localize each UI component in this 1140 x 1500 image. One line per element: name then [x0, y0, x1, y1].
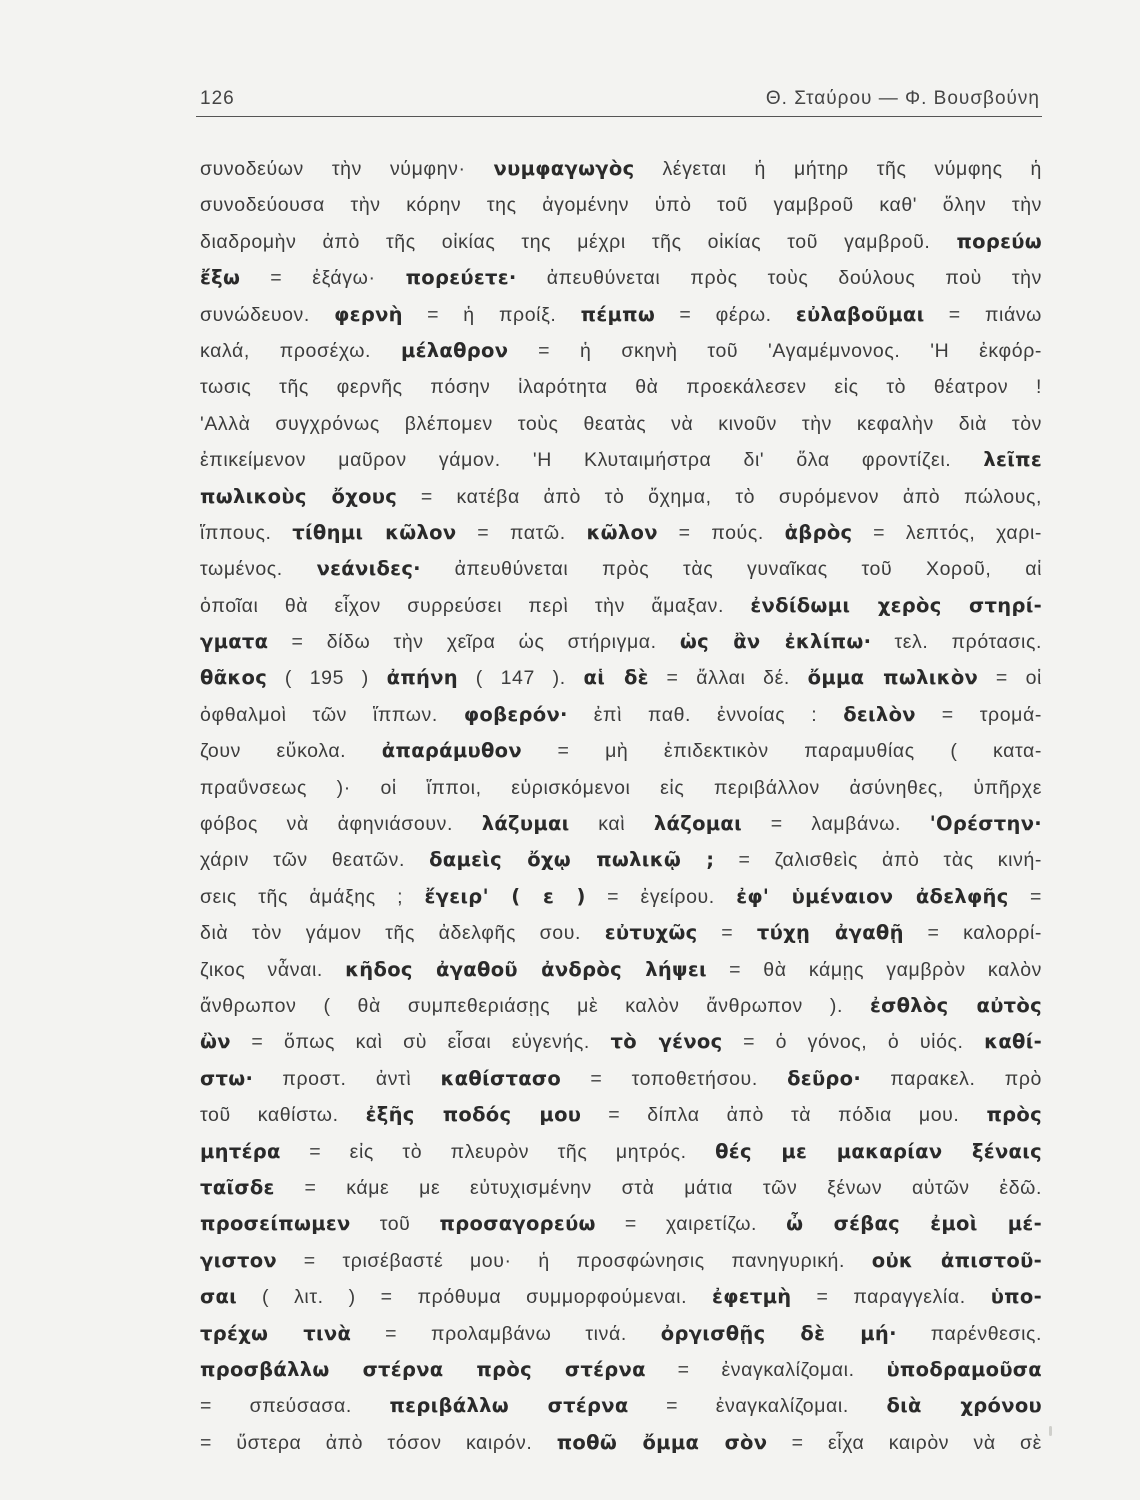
lemma-term: δαμεὶς ὄχῳ πωλικῷ ; [429, 848, 715, 872]
text-line: ὢν = ὅπως καὶ σὺ εἶσαι εὐγενής. τὸ γένος = ὁ γόνος, ὁ υἱός. καθί- [200, 1030, 1043, 1054]
text-line: τρέχω τινὰ = προλαμβάνω τινά. ὀργισθῇς δὲ μή· παρένθεσις. [200, 1321, 1043, 1345]
lemma-term: ταῖσδε [200, 1175, 275, 1199]
lemma-term: προσαγορεύω [439, 1212, 596, 1236]
lemma-term: στω· [200, 1066, 254, 1090]
lemma-term: ὑποδραμοῦσα [886, 1357, 1042, 1381]
commentary-text [200, 151, 1042, 1461]
text-line: διαδρομὴν ἀπὸ τῆς οἰκίας της μέχρι τῆς οἰκίας τοῦ γαμβροῦ. πορεύω [200, 229, 1042, 253]
text-line: συνοδεύουσα τὴν κόρην της ἀγομένην ὑπὸ τοῦ γαμβροῦ καθ' ὅλην τὴν [200, 194, 1042, 217]
text-line: ζουν εὔκολα. ἀπαράμυθον = μὴ ἐπιδεκτικὸν παραμυθίας ( κατα- [200, 739, 1042, 763]
text-line: ὁποῖαι θὰ εἶχον συρρεύσει περὶ τὴν ἅμαξαν. ἐνδίδωμι χερὸς στηρί- [200, 593, 1043, 617]
text-line: θᾶκος ( 195 ) ἀπήνη ( 147 ). αἱ δὲ = ἄλλαι δέ. ὄμμα πωλικὸν = οἱ [200, 666, 1042, 690]
text-line: πωλικοὺς ὄχους = κατέβα ἀπὸ τὸ ὄχημα, τὸ συρόμενον ἀπὸ πώλους, [200, 484, 1042, 508]
lemma-term: οὐκ ἀπιστοῦ- [871, 1248, 1042, 1272]
text-line: τωσις τῆς φερνῆς πόσην ἱλαρότητα θὰ προεκάλεσεν εἰς τὸ θέατρον ! [200, 376, 1042, 399]
lemma-term: ἐνδίδωμι χερὸς στηρί- [750, 593, 1043, 617]
lemma-term: περιβάλλω στέρνα [389, 1394, 629, 1418]
lemma-term: μέλαθρον [400, 338, 509, 362]
lemma-term: εὐλαβοῦμαι [795, 302, 925, 326]
lemma-term: σαι [200, 1285, 238, 1309]
lemma-term: ἔξω [200, 266, 241, 290]
lemma-term: ὑπο- [990, 1285, 1042, 1309]
running-header [196, 84, 1042, 117]
text-line: προσείπωμεν τοῦ προσαγορεύω = χαιρετίζω. ὦ σέβας ἐμοὶ μέ- [200, 1212, 1042, 1236]
lemma-term: γιστον [200, 1248, 277, 1272]
lemma-term: φερνὴ [334, 302, 403, 326]
lemma-term: νυμφαγωγὸς [493, 157, 635, 180]
lemma-term: λάζυμαι [481, 812, 570, 836]
lemma-term: πωλικοὺς ὄχους [200, 484, 398, 508]
lemma-term: κῶλον [586, 520, 658, 544]
lemma-term: πέμπω [580, 302, 656, 326]
text-line: = ὕστερα ἀπὸ τόσον καιρόν. ποθῶ ὄμμα σὸν = εἶχα καιρὸν νὰ σὲ [200, 1430, 1042, 1454]
text-line: προσβάλλω στέρνα πρὸς στέρνα = ἐναγκαλίζομαι. ὑποδραμοῦσα [200, 1357, 1042, 1381]
text-line: μητέρα = εἰς τὸ πλευρὸν τῆς μητρός. θές με μακαρίαν ξέναις [200, 1139, 1042, 1163]
text-line: καλά, προσέχω. μέλαθρον = ἡ σκηνὴ τοῦ 'Αγαμέμνονος. 'Η ἐκφόρ- [200, 338, 1042, 362]
paper-speck [1049, 1426, 1052, 1436]
text-line: διὰ τὸν γάμον τῆς ἀδελφῆς σου. εὐτυχῶς = τύχῃ ἀγαθῇ = καλορρί- [200, 921, 1043, 945]
lemma-term: κῆδος ἀγαθοῦ ἀνδρὸς λήψει [345, 957, 707, 981]
lemma-term: λεῖπε [983, 448, 1042, 472]
lemma-term: τύχῃ ἀγαθῇ [756, 921, 904, 945]
text-line: τοῦ καθίστω. ἐξῆς ποδός μου = δίπλα ἀπὸ τὰ πόδια μου. πρὸς [200, 1103, 1042, 1127]
lemma-term: ὢν [200, 1030, 231, 1054]
lemma-term: διὰ χρόνου [886, 1394, 1042, 1418]
text-line: ὀφθαλμοὶ τῶν ἵππων. φοβερόν· ἐπὶ παθ. ἐννοίας : δειλὸν = τρομά- [200, 702, 1042, 726]
lemma-term: ἐφ' ὑμέναιον ἀδελφῆς [736, 884, 1009, 908]
text-line: συνώδευον. φερνὴ = ἡ προίξ. πέμπω = φέρω. εὐλαβοῦμαι = πιάνω [200, 302, 1042, 326]
lemma-term: ἐσθλὸς αὐτὸς [869, 993, 1042, 1017]
lemma-term: δεῦρο· [787, 1066, 862, 1090]
lemma-term: ἔγειρ' ( ε ) [424, 884, 586, 908]
text-line: σαι ( λιτ. ) = πρόθυμα συμμορφούμεναι. ἐφετμὴ = παραγγελία. ὑπο- [200, 1285, 1042, 1309]
lemma-term: πρὸς [986, 1103, 1042, 1127]
text-line: ἐπικείμενον μαῦρον γάμον. 'Η Κλυταιμήστρα δι' ὅλα φροντίζει. λεῖπε [200, 448, 1042, 472]
text-line: σεις τῆς ἁμάξης ; ἔγειρ' ( ε ) = ἐγείρου. ἐφ' ὑμέναιον ἀδελφῆς = [200, 884, 1042, 908]
running-header-authors: Θ. Σταύρου — Φ. Βουσβούνη [765, 88, 1040, 109]
lemma-term: τὸ γένος [610, 1030, 723, 1054]
lemma-term: γματα [200, 630, 269, 654]
lemma-term: μητέρα [200, 1139, 281, 1163]
text-line: = σπεύσασα. περιβάλλω στέρνα = ἐναγκαλίζομαι. διὰ χρόνου [200, 1394, 1042, 1418]
text-line: γιστον = τρισέβαστέ μου· ἡ προσφώνησις πανηγυρική. οὐκ ἀπιστοῦ- [200, 1248, 1042, 1272]
lemma-term: λάζομαι [653, 812, 743, 836]
text-line: γματα = δίδω τὴν χεῖρα ὡς στήριγμα. ὡς ἂν ἐκλίπω· τελ. πρότασις. [200, 630, 1042, 654]
text-line: χάριν τῶν θεατῶν. δαμεὶς ὄχῳ πωλικῷ ; = ζαλισθεὶς ἀπὸ τὰς κινή- [200, 848, 1042, 872]
text-line: συνοδεύων τὴν νύμφην· νυμφαγωγὸς λέγεται ἡ μήτηρ τῆς νύμφης ἡ [200, 157, 1042, 180]
lemma-term: ἐξῆς ποδός μου [365, 1103, 582, 1127]
lemma-term: καθί- [984, 1030, 1043, 1054]
lemma-term: ὦ σέβας ἐμοὶ μέ- [786, 1212, 1042, 1236]
text-line: 'Αλλὰ συγχρόνως βλέπομεν τοὺς θεατὰς νὰ κινοῦν τὴν κεφαλὴν διὰ τὸν [200, 412, 1042, 435]
lemma-term: ὀργισθῇς δὲ μή· [660, 1321, 897, 1345]
lemma-term: θές με μακαρίαν ξέναις [715, 1139, 1042, 1163]
lemma-term: νεάνιδες· [316, 557, 421, 581]
lemma-term: αἱ δὲ [583, 666, 649, 690]
page-number: 126 [200, 88, 235, 109]
lemma-term: ἐφετμὴ [712, 1285, 792, 1309]
text-line: ἔξω = ἐξάγω· πορεύετε· ἀπευθύνεται πρὸς τοὺς δούλους ποὺ τὴν [200, 266, 1042, 290]
lemma-term: πορεύω [956, 229, 1042, 253]
text-line: στω· προστ. ἀντὶ καθίστασο = τοποθετήσου. δεῦρο· παρακελ. πρὸ [200, 1066, 1042, 1090]
text-line: ζικος νἆναι. κῆδος ἀγαθοῦ ἀνδρὸς λήψει = θὰ κάμῃς γαμβρὸν καλὸν [200, 957, 1043, 981]
lemma-term: ποθῶ ὄμμα σὸν [556, 1430, 768, 1454]
text-line: φόβος νὰ ἀφηνιάσουν. λάζυμαι καὶ λάζομαι = λαμβάνω. 'Ορέστην· [200, 812, 1043, 836]
lemma-term: καθίστασο [440, 1066, 562, 1090]
lemma-term: ἀπαράμυθον [381, 739, 522, 763]
lemma-term: τίθημι κῶλον [292, 520, 457, 544]
lemma-term: φοβερόν· [463, 702, 568, 726]
lemma-term: εὐτυχῶς [604, 921, 698, 945]
lemma-term: πορεύετε· [405, 266, 517, 290]
text-line: ταῖσδε = κάμε με εὐτυχισμένην στὰ μάτια τῶν ξένων αὐτῶν ἐδῶ. [200, 1175, 1042, 1199]
lemma-term: ὡς ἂν ἐκλίπω· [679, 630, 872, 654]
lemma-term: προσείπωμεν [200, 1212, 351, 1236]
lemma-term: δειλὸν [843, 702, 916, 726]
lemma-term: ἁβρὸς [784, 520, 853, 544]
lemma-term: ἀπήνη [386, 666, 458, 690]
lemma-term: τρέχω τινὰ [200, 1321, 352, 1345]
lemma-term: ὄμμα πωλικὸν [807, 666, 979, 690]
text-line: ἵππους. τίθημι κῶλον = πατῶ. κῶλον = πούς. ἁβρὸς = λεπτός, χαρι- [200, 520, 1043, 544]
text-line: πραΰνσεως )· οἱ ἵπποι, εὑρισκόμενοι εἰς περιβάλλον ἀσύνηθες, ὑπῆρχε [200, 776, 1042, 799]
lemma-term: 'Ορέστην· [929, 812, 1043, 836]
text-line: τωμένος. νεάνιδες· ἀπευθύνεται πρὸς τὰς γυναῖκας τοῦ Χοροῦ, αἱ [200, 557, 1043, 581]
text-line: ἄνθρωπον ( θὰ συμπεθεριάσῃς μὲ καλὸν ἄνθρωπον ). ἐσθλὸς αὐτὸς [200, 993, 1042, 1017]
lemma-term: προσβάλλω στέρνα πρὸς στέρνα [200, 1357, 646, 1381]
lemma-term: θᾶκος [200, 666, 268, 690]
